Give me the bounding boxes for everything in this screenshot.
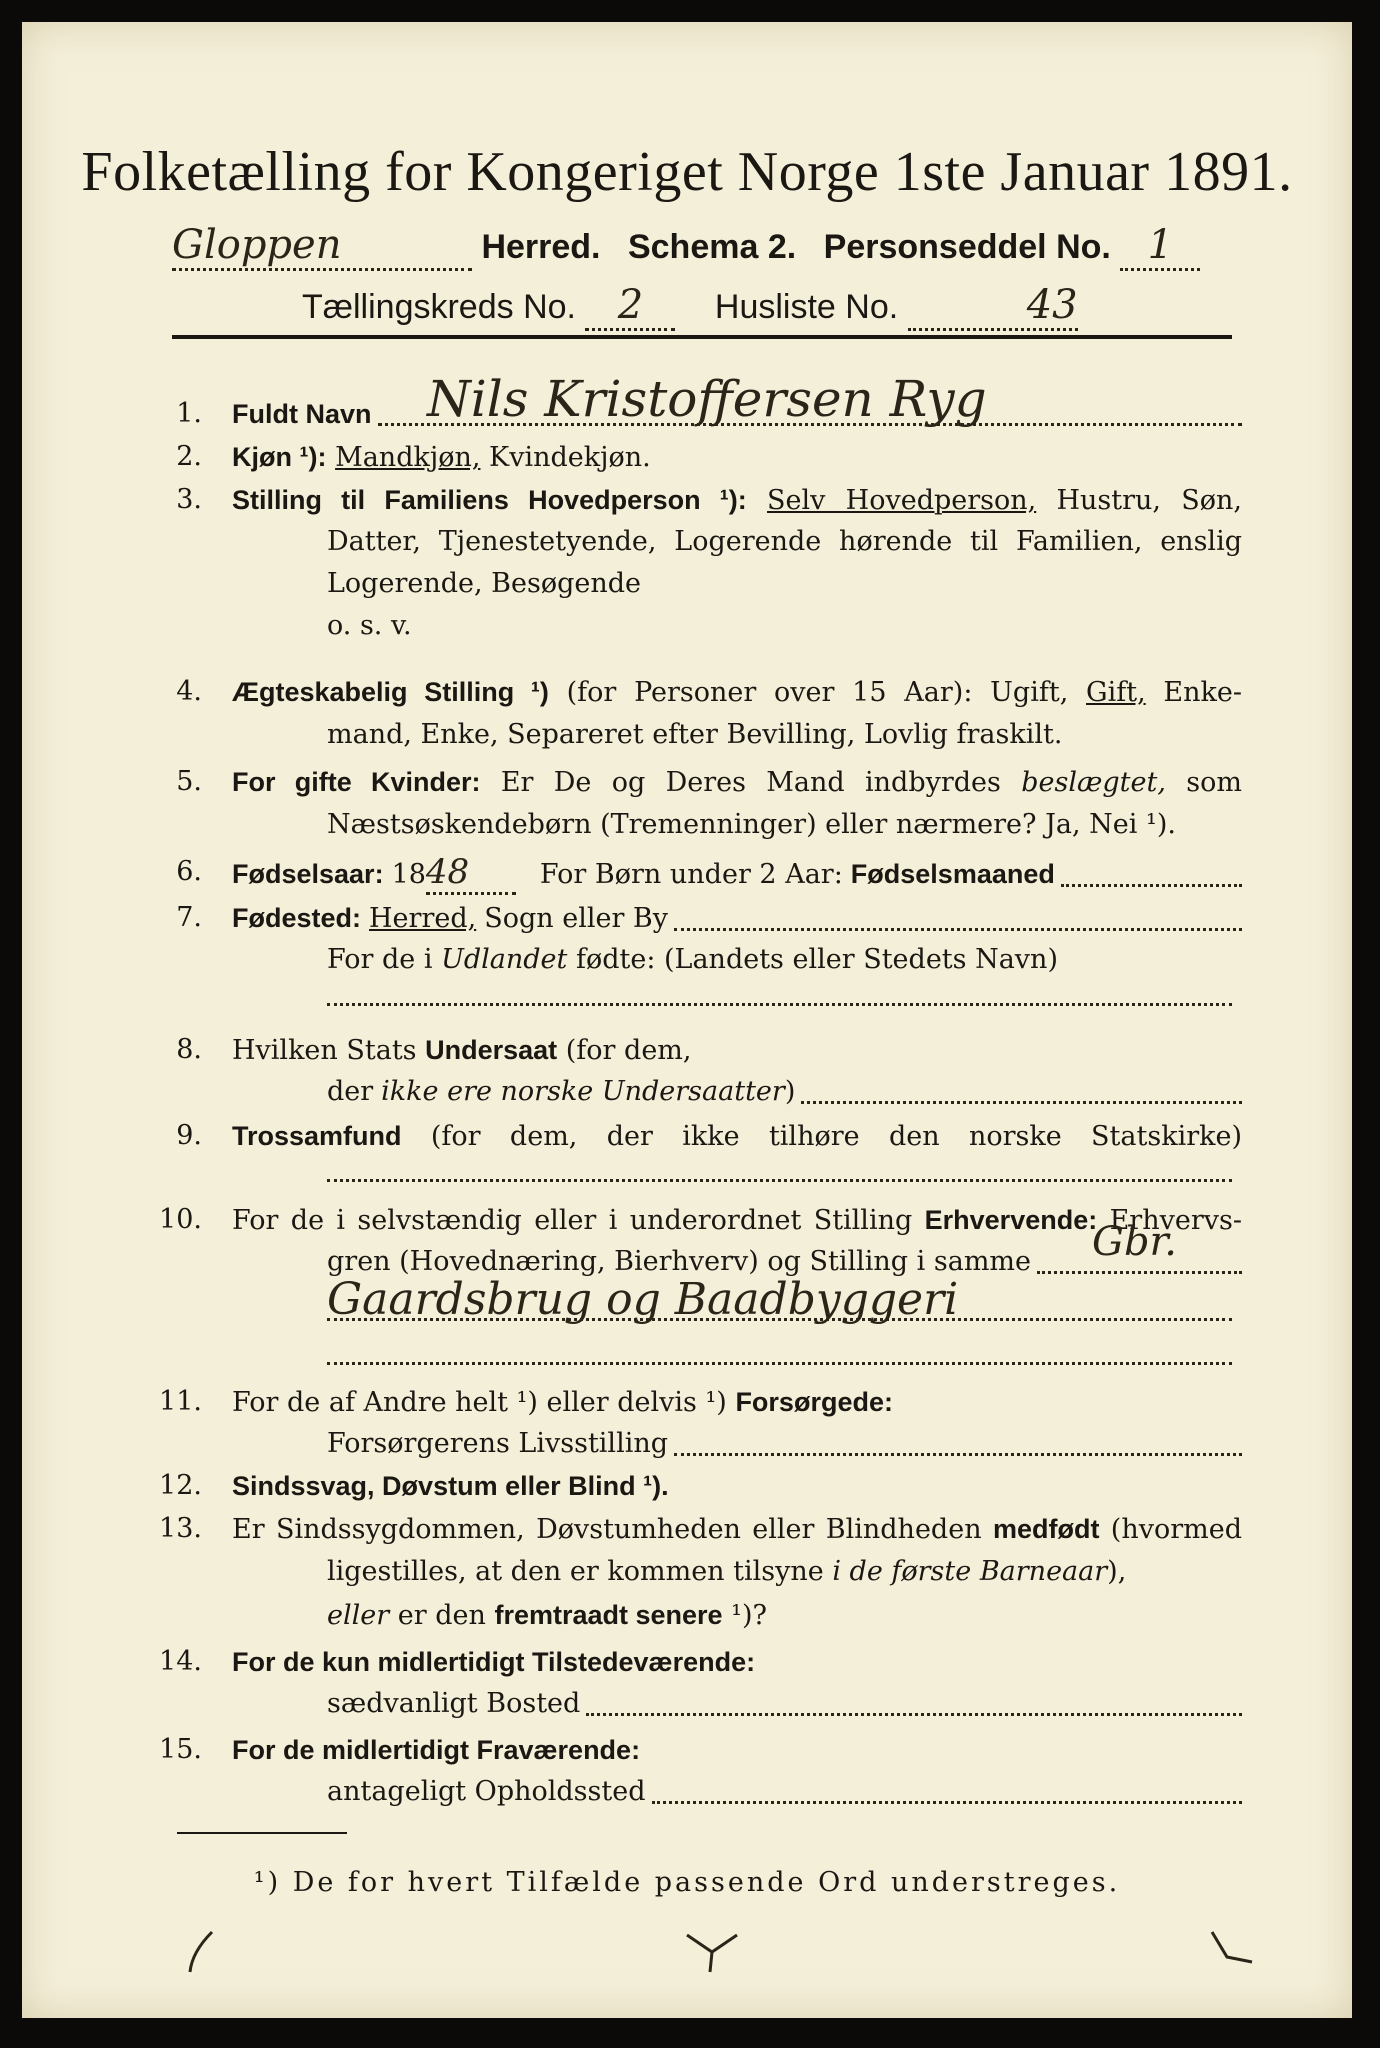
item-11-text-2: Forsørgerens Livsstilling: [327, 1428, 669, 1459]
item-5-text-2: som: [1186, 767, 1242, 798]
item-10-label: Erhvervende:: [924, 1205, 1098, 1235]
item-5-text-line-2: Næstsøskendebørn (Tremenninger) eller nærmere? Ja, Nei ¹).: [327, 809, 1176, 840]
item-15-number: 15.: [159, 1734, 202, 1765]
header-herred-row: [172, 222, 1200, 271]
item-6-year-prefix: 18: [391, 859, 426, 890]
item-10-answer: Gaardsbrug og Baadbyggeri: [327, 1274, 959, 1325]
item-11-number: 11.: [159, 1386, 202, 1417]
item-4-text: (for Personer over 15 Aar): Ugift,: [566, 677, 1069, 708]
herred-field: [172, 222, 472, 271]
item-7-text-2b: fødte: (Landets eller Stedets Navn): [575, 944, 1058, 975]
item-5-label: For gifte Kvinder:: [232, 767, 481, 797]
item-14-number: 14.: [159, 1646, 202, 1677]
item-7-text-2a: For de i: [327, 944, 433, 975]
item-3-options-2: Datter, Tjenestetyende, Logerende hørende til Familien, enslig: [327, 526, 1242, 557]
item-13-text-2: (hvormed: [1110, 1514, 1242, 1545]
item-8-text-3: der: [327, 1076, 374, 1107]
item-13-number: 13.: [159, 1513, 202, 1544]
item-6-label-2: Fødselsmaaned: [850, 859, 1055, 889]
item-7-option-selected: Herred,: [369, 903, 477, 934]
item-12-number: 12.: [159, 1470, 202, 1501]
item-3-number: 3.: [176, 484, 202, 515]
item-3-options-3: Logerende, Besøgende: [327, 568, 641, 599]
item-13-text: Er Sindssygdommen, Døvstumheden eller Blindheden: [232, 1514, 982, 1545]
item-15-text: antageligt Opholdssted: [327, 1776, 646, 1807]
item-10-blank-line: [327, 1362, 1232, 1365]
item-3-option-selected: Selv Hovedperson,: [767, 485, 1037, 516]
item-3-label: Stilling til Familiens Hovedperson ¹):: [232, 485, 747, 515]
item-7-text: Sogn eller By: [484, 903, 669, 934]
census-form: [22, 22, 1352, 2018]
item-13-label: medfødt: [992, 1514, 1100, 1544]
husliste-label: Husliste No.: [714, 288, 899, 326]
item-13-italic-2: eller: [327, 1600, 390, 1631]
item-13-label-2: fremtraadt senere: [494, 1600, 723, 1630]
item-6-number: 6.: [176, 856, 202, 887]
item-8-leader: [801, 1100, 1242, 1104]
item-13-text-6: ¹)?: [731, 1600, 767, 1631]
item-13-text-4: ),: [1107, 1556, 1127, 1587]
corner-mark-left-icon: [182, 1927, 222, 1977]
item-9-blank-line: [327, 1179, 1232, 1182]
item-7-italic: Udlandet: [441, 944, 568, 975]
item-13-italic: i de første Barneaar: [832, 1556, 1108, 1587]
item-8-text-2: (for dem,: [565, 1035, 692, 1066]
item-5-number: 5.: [176, 766, 202, 797]
item-9-label: Trossamfund: [232, 1121, 402, 1151]
husliste-field: [908, 282, 1078, 331]
item-10-text-3: gren (Hovednæring, Bierhverv) og Stilling i samme: [327, 1246, 1032, 1277]
item-14-text: sædvanligt Bosted: [327, 1688, 581, 1719]
item-4-options-2: mand, Enke, Separeret efter Bevilling, Lovlig fraskilt.: [327, 719, 1063, 750]
header-kreds-row: [302, 282, 1078, 331]
item-10-text-2: Erhvervs-: [1109, 1205, 1242, 1236]
kreds-label: Tællingskreds No.: [302, 288, 576, 326]
schema-label: Schema 2.: [627, 228, 797, 266]
item-3-options: Hustru, Søn,: [1056, 485, 1243, 516]
item-11-label: Forsørgede:: [735, 1387, 893, 1417]
item-3-options-4: o. s. v.: [327, 610, 412, 641]
item-15-label: For de midlertidigt Fraværende:: [232, 1735, 641, 1765]
item-7-blank-line: [327, 1003, 1232, 1006]
item-4-text-2: Enke-: [1163, 677, 1242, 708]
item-10-text: For de i selvstændig eller i underordnet Stilling: [232, 1205, 913, 1236]
herred-label: Herred.: [481, 228, 601, 266]
personseddel-value: 1: [1147, 222, 1174, 268]
item-10-number: 10.: [159, 1204, 202, 1235]
husliste-value: 43: [1026, 282, 1078, 328]
item-13-text-5: er den: [397, 1600, 486, 1631]
item-5-text: Er De og Deres Mand indbyrdes: [500, 767, 1001, 798]
item-1-number: 1.: [176, 398, 202, 429]
item-6-leader: [1061, 883, 1242, 887]
item-2-option-selected: Mandkjøn,: [335, 442, 481, 473]
item-15-leader: [652, 1800, 1243, 1804]
item-8-number: 8.: [176, 1034, 202, 1065]
item-7-number: 7.: [176, 902, 202, 933]
item-6-label: Fødselsaar:: [232, 859, 384, 889]
item-13-text-3: ligestilles, at den er kommen tilsyne: [327, 1556, 824, 1587]
item-7-label: Fødested:: [232, 903, 362, 933]
item-8-text-4: ): [784, 1076, 796, 1107]
form-title: Folketælling for Kongeriget Norge 1ste Januar 1891.: [81, 141, 1293, 203]
item-4-label: Ægteskabelig Stilling ¹): [232, 677, 549, 707]
corner-mark-center-icon: [682, 1927, 742, 1977]
item-2-number: 2.: [176, 441, 202, 472]
footnote: ¹) De for hvert Tilfælde passende Ord understreges.: [253, 1867, 1121, 1898]
footnote-rule: [177, 1832, 347, 1834]
item-6-text: For Børn under 2 Aar:: [539, 859, 843, 890]
corner-mark-right-icon: [1207, 1927, 1257, 1967]
item-1-answer: Nils Kristoffersen Ryg: [427, 370, 987, 428]
kreds-value: 2: [617, 282, 644, 328]
item-8-text: Hvilken Stats: [232, 1035, 417, 1066]
kreds-field: [585, 282, 675, 331]
item-9-text: (for dem, der ikke tilhøre den norske Statskirke): [430, 1121, 1242, 1152]
item-4-option-selected: Gift,: [1086, 677, 1146, 708]
item-2-option: Kvindekjøn.: [489, 442, 651, 473]
item-10-leader: [1037, 1270, 1242, 1274]
item-10-answer-short: Gbr.: [1092, 1219, 1177, 1265]
item-11-leader: [674, 1452, 1242, 1456]
item-14-leader: [586, 1712, 1242, 1716]
item-9-number: 9.: [176, 1120, 202, 1151]
item-11-text: For de af Andre helt ¹) eller delvis ¹): [232, 1387, 727, 1418]
item-5-italic: beslægtet,: [1021, 767, 1166, 798]
personseddel-label: Personseddel No.: [823, 228, 1111, 266]
item-12-label: Sindssvag, Døvstum eller Blind ¹).: [232, 1471, 669, 1501]
header-rule: [172, 335, 1232, 339]
personseddel-field: [1120, 222, 1200, 271]
item-2-label: Kjøn ¹):: [232, 442, 327, 472]
herred-value: Gloppen: [172, 222, 342, 268]
item-8-italic: ikke ere norske Undersaatter: [381, 1076, 785, 1107]
item-1-label: Fuldt Navn: [232, 399, 372, 429]
item-4-number: 4.: [176, 676, 202, 707]
item-14-label: For de kun midlertidigt Tilstedeværende:: [232, 1647, 756, 1677]
item-7-leader: [674, 927, 1242, 931]
item-6-year-value: 48: [426, 852, 516, 895]
item-8-label: Undersaat: [425, 1035, 558, 1065]
